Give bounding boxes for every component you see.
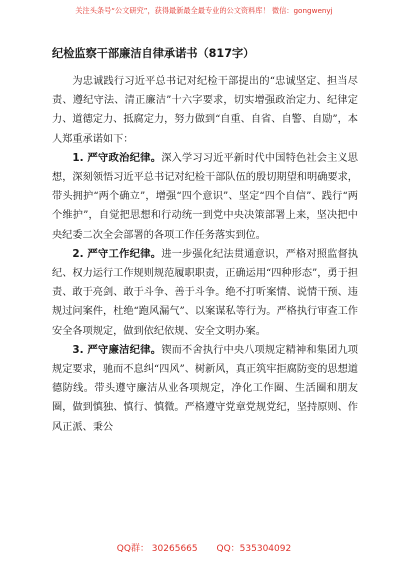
document-title: 纪检监察干部廉洁自律承诺书（817字）	[52, 47, 255, 60]
intro-paragraph: 为忠诚践行习近平总书记对纪检干部提出的“忠诚坚定、担当尽责、遵纪守法、清正廉洁”十六字要求，切实增强政治定力、纪律定力、道德定力、抵腐定力，努力做到“自重、自省、自警、自励”，本人郑重承诺如下：	[52, 76, 358, 145]
section-body-3: 锲而不舍执行中央八项规定精神和集团九项规定要求，驰而不息纠“四风”、树新风，真正筑牢拒腐防变的思想道德防线。带头遵守廉洁从业各项规定，净化工作圈、生活圈和朋友圈，做到慎独、慎行、慎微。严格遵守党章党规党纪，坚持原则、作风正派、秉公	[52, 344, 358, 433]
section-paragraph-2	[52, 245, 358, 341]
footer-contact	[0, 541, 408, 554]
section-heading-1: 1. 严守政治纪律。	[72, 151, 162, 164]
footer-qq: QQ：535304092	[216, 544, 292, 554]
document-page	[52, 46, 358, 437]
section-body-2: 进一步强化纪法贯通意识，严格对照监督执纪、权力运行工作规则规范履职职责，正确运用“四种形态”，勇于担责、敢于亮剑、敢于斗争、善于斗争。绝不打听案情、说情干预、违规过问案件，杜绝“跑风漏气”、以案谋私等行为。严格执行审查工作安全各项规定，做到依纪依规、安全文明办案。	[52, 248, 358, 337]
section-paragraph-1	[52, 149, 358, 245]
section-heading-3: 3. 严守廉洁纪律。	[72, 343, 162, 356]
section-heading-2: 2. 严守工作纪律。	[72, 247, 162, 260]
section-paragraph-3	[52, 341, 358, 437]
section-body-1: 深入学习习近平新时代中国特色社会主义思想，深刻领悟习近平总书记对纪检干部队伍的殷切期望和明确要求，带头拥护“两个确立”，增强“四个意识”、坚定“四个自信”、践行“两个维护”，自觉把思想和行动统一到党中央决策部署上来，坚决把中央纪委二次全会部署的各项工作任务落实到位。	[52, 152, 358, 241]
footer-qq-group: QQ群： 30265665	[116, 544, 198, 554]
top-banner: 关注头条号“公文研究”，获得最新最全最专业的公文资料库！ 微信：gongwenyj	[75, 6, 333, 15]
